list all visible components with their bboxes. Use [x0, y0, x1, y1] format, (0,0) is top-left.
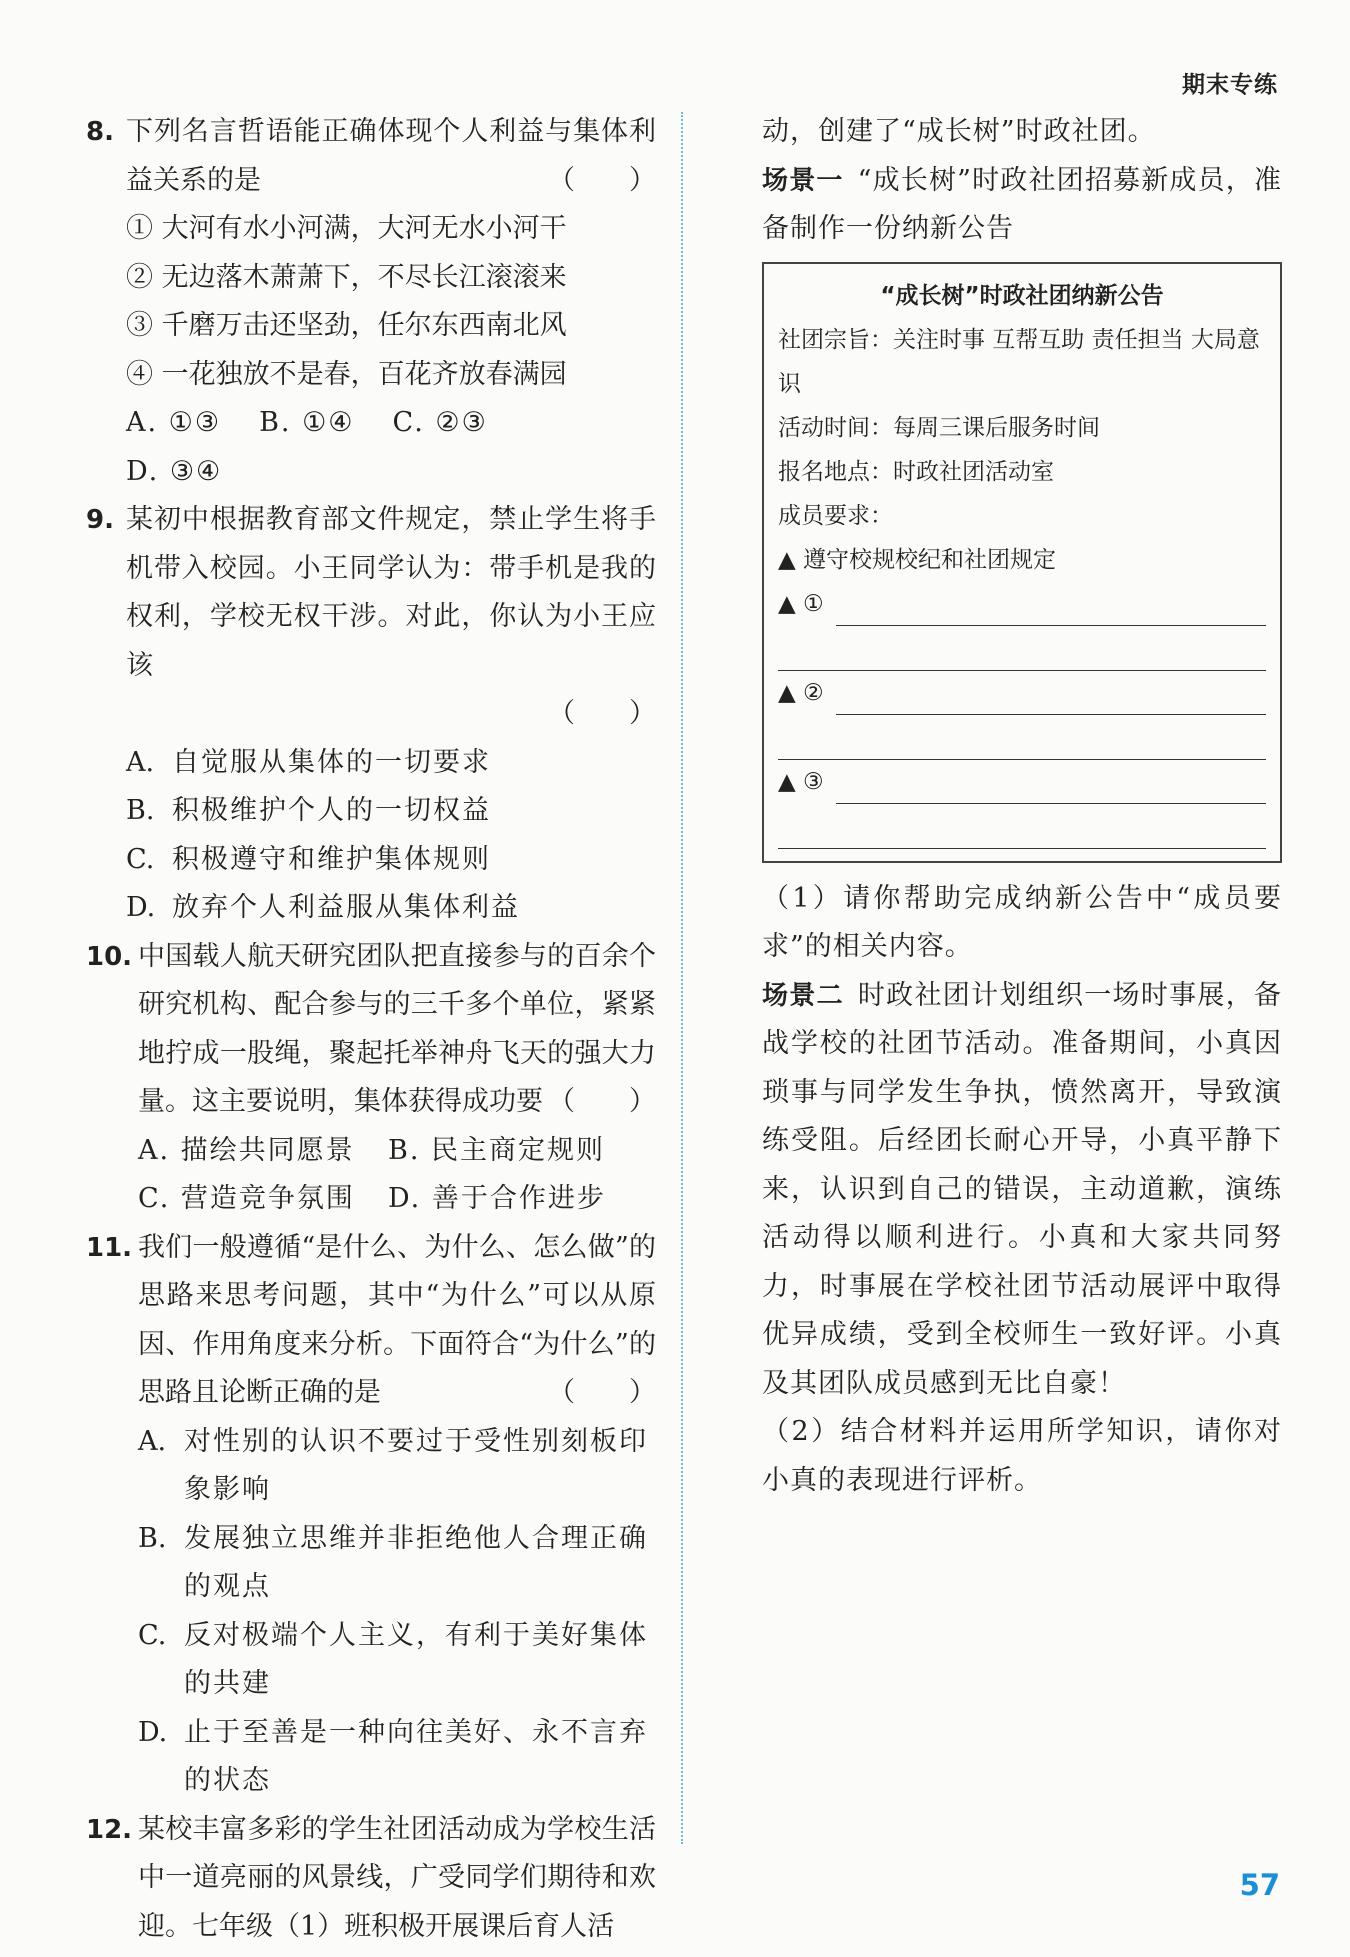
- scene-2-title: 场景二: [762, 980, 844, 1011]
- column-divider: [681, 112, 683, 1844]
- question-stem: 中国载人航天研究团队把直接参与的百余个研究机构、配合参与的三千多个单位，紧紧地拧成一股绳，聚起托举神舟飞天的强大力量。这主要说明，集体获得成功要 （ ）: [138, 933, 656, 1127]
- statement-2: ② 无边落木萧萧下，不尽长江滚滚来: [126, 261, 567, 293]
- answer-line[interactable]: [836, 773, 1266, 804]
- requirement-blank-3: [778, 760, 1266, 804]
- question-stem: 我们一般遵循“是什么、为什么、怎么做”的思路来思考问题，其中“为什么”可以从原因、作用角度来分析。下面符合“为什么”的思路且论断正确的是 （ ）: [138, 1224, 656, 1418]
- option-label: B.: [138, 1522, 167, 1554]
- option-label: D.: [126, 892, 156, 923]
- option-text: 自觉服从集体的一切要求: [172, 746, 491, 778]
- answer-line[interactable]: [778, 626, 1266, 671]
- option-text: 积极维护个人的一切权益: [172, 795, 491, 826]
- option-b: B. 民主商定规则: [388, 1134, 606, 1166]
- statement-1: ① 大河有水小河满，大河无水小河干: [126, 213, 567, 244]
- blank-marker: ▲ ②: [778, 679, 824, 706]
- options-row-2: [138, 1175, 656, 1224]
- option-d: [138, 1709, 656, 1806]
- question-number: 9.: [86, 505, 114, 535]
- sub-question-1: （1）请你帮助完成纳新公告中“成员要求”的相关内容。: [762, 882, 1282, 962]
- statement-3: ③ 千磨万击还坚劲，任尔东西南北风: [126, 310, 567, 341]
- requirement-blank-2: [778, 671, 1266, 715]
- option-label: B.: [126, 795, 155, 826]
- question-number: 12.: [86, 1814, 133, 1845]
- option-a: [138, 1418, 656, 1515]
- option-c: [138, 1612, 656, 1709]
- option-text: 反对极端个人主义，有利于美好集体的共建: [184, 1619, 648, 1699]
- notice-time: 活动时间：每周三课后服务时间: [778, 414, 1100, 441]
- scene-1-text: “成长树”时政社团招募新成员，准备制作一份纳新公告: [762, 164, 1282, 244]
- right-column: [762, 108, 1282, 1505]
- answer-bracket: （ ）: [548, 698, 656, 729]
- option-d: D. 善于合作进步: [388, 1183, 606, 1214]
- option-c: C. 营造竞争氛围: [138, 1183, 355, 1214]
- option-a: [126, 739, 656, 788]
- page-number: 57: [1239, 1868, 1280, 1902]
- question-12: [86, 1806, 656, 1952]
- notice-location: 报名地点：时政社团活动室: [778, 458, 1054, 485]
- option-b: B. ①④: [259, 407, 355, 438]
- left-column: [86, 108, 656, 1951]
- answer-line[interactable]: [836, 684, 1266, 715]
- option-label: C.: [138, 1619, 167, 1651]
- question-8: [86, 108, 656, 496]
- answer-bracket: （ ）: [548, 1086, 656, 1117]
- notice-title: “成长树”时政社团纳新公告: [880, 282, 1164, 309]
- options-row-1: [138, 1127, 656, 1176]
- scene-2-text: 时政社团计划组织一场时事展，备战学校的社团节活动。准备期间，小真因琐事与同学发生争执，愤然离开，导致演练受阻。后经团长耐心开导，小真平静下来，认识到自己的错误，主动道歉，演练活动得以顺利进行。小真和大家共同努力，时事展在学校社团节活动展评中取得优异成绩，受到全校师生一致好评。小真及其团队成员感到无比自豪！: [762, 979, 1282, 1399]
- question-stem: 某校丰富多彩的学生社团活动成为学校生活中一道亮丽的风景线，广受同学们期待和欢迎。七年级（1）班积极开展课后育人活: [138, 1813, 656, 1942]
- answer-line[interactable]: [778, 804, 1266, 849]
- option-c: [126, 836, 656, 885]
- option-a: A. 描绘共同愿景: [138, 1134, 355, 1166]
- statement-4: ④ 一花独放不是春，百花齐放春满园: [126, 358, 567, 390]
- question-9: [86, 496, 656, 933]
- notice-requirements-label: 成员要求：: [778, 502, 893, 529]
- section-header: 期末专练: [1182, 72, 1278, 98]
- option-d: [126, 884, 656, 933]
- blank-marker: ▲ ①: [778, 590, 824, 617]
- scene-1: [762, 157, 1282, 254]
- option-label: A.: [126, 746, 155, 778]
- answer-bracket: （ ）: [548, 1377, 656, 1408]
- scene-2: [762, 972, 1282, 1409]
- question-11: [86, 1224, 656, 1806]
- option-d: D. ③④: [126, 455, 223, 487]
- option-text: 发展独立思维并非拒绝他人合理正确的观点: [184, 1522, 648, 1602]
- notice-given-requirement: ▲ 遵守校规校纪和社团规定: [778, 546, 1056, 573]
- option-text: 放弃个人利益服从集体利益: [172, 892, 520, 923]
- recruitment-notice-box: [762, 262, 1282, 863]
- sub-question-2: （2）结合材料并运用所学知识，请你对小真的表现进行评析。: [762, 1416, 1282, 1496]
- option-label: C.: [126, 843, 155, 875]
- question-number: 11.: [86, 1232, 133, 1263]
- scene-1-title: 场景一: [762, 165, 844, 196]
- options-row: [126, 399, 656, 496]
- question-10: [86, 933, 656, 1224]
- option-text: 积极遵守和维护集体规则: [172, 843, 491, 875]
- question-number: 8.: [86, 117, 114, 147]
- option-b: [138, 1515, 656, 1612]
- answer-bracket: （ ）: [548, 164, 656, 196]
- option-label: D.: [138, 1716, 168, 1748]
- requirement-blank-1: [778, 582, 1266, 626]
- question-stem: 某初中根据教育部文件规定，禁止学生将手机带入校园。小王同学认为：带手机是我的权利，学校无权干涉。对此，你认为小王应该: [126, 504, 656, 681]
- option-label: A.: [138, 1425, 167, 1457]
- question-number: 10.: [86, 941, 133, 972]
- option-text: 止于至善是一种向往美好、永不言弃的状态: [184, 1716, 648, 1796]
- option-b: [126, 787, 656, 836]
- blank-marker: ▲ ③: [778, 768, 824, 795]
- answer-line[interactable]: [836, 595, 1266, 626]
- question-12-continuation: 动，创建了“成长树”时政社团。: [762, 116, 1156, 147]
- question-stem: 下列名言哲语能正确体现个人利益与集体利益关系的是 （ ）: [126, 108, 656, 205]
- option-text: 对性别的认识不要过于受性别刻板印象影响: [184, 1425, 648, 1505]
- option-a: A. ①③: [126, 407, 222, 438]
- notice-purpose: 社团宗旨：关注时事 互帮互助 责任担当 大局意识: [778, 326, 1260, 397]
- answer-line[interactable]: [778, 715, 1266, 760]
- option-c: C. ②③: [392, 407, 488, 438]
